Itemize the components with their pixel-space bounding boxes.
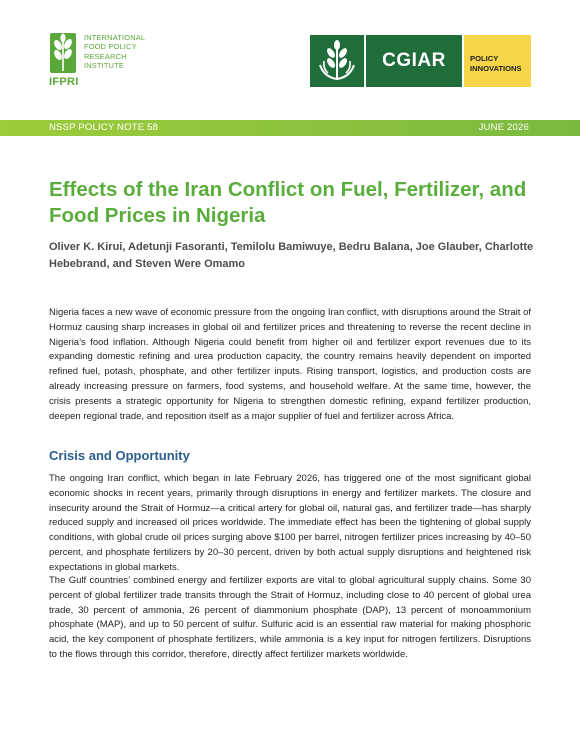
ifpri-wheat-icon [49,31,77,75]
policy-innovations-text [470,54,522,74]
cgiar-icon-tile [310,35,364,87]
intro-paragraph: Nigeria faces a new wave of economic pressure from the ongoing Iran conflict, with disruptions around the Strait of Hormuz causing sharp increases in global oil and fertilizer prices and threatening to reverse the recent decline in Nigeria’s food inflation. Although Nigeria could benefit from higher oil and fertilizer export revenues due to its expanding domestic refining and urea production capacity, the country remains heavily dependent on imported refined fuel, potash, phosphate, and other fertilizer inputs. Rising transport, logistics, and production costs are already increasing pressure on farmers, food systems, and household welfare. At the same time, however, the crisis presents a strategic opportunity for Nigeria to strengthen domestic refining, expand fertilizer production, deepen regional trade, and reposition itself as a major supplier of fuel and fertilizer across Africa. [49,307,531,422]
ifpri-logo [49,31,169,89]
series-band [0,120,580,136]
ifpri-full-name [84,33,145,70]
series-label: NSSP POLICY NOTE 58 [49,122,159,133]
section-heading: Crisis and Opportunity [49,448,190,463]
policy-innovations-badge [464,35,531,87]
policy-innovations-line: POLICY [470,54,499,63]
ifpri-name-line: FOOD POLICY [84,42,137,52]
ifpri-abbreviation: IFPRI [49,76,79,88]
cgiar-wordmark: CGIAR [366,35,462,87]
author-list: Oliver K. Kirui, Adetunji Fasoranti, Temilolu Bamiwuye, Bedru Balana, Joe Glauber, Charlotte Hebebrand, and Steven Were Omamo [49,241,534,270]
cgiar-wheat-icon [310,35,364,87]
ifpri-name-line: INTERNATIONAL [84,33,146,42]
ifpri-name-line: RESEARCH [84,51,127,61]
ifpri-name-line: INSTITUTE [84,60,124,70]
cgiar-logo-block [310,35,531,87]
body-paragraph: The Gulf countries’ combined energy and fertilizer exports are vital to global agricultural supply chains. Some 30 percent of global fertilizer trade transits through the Strait of Hormuz, including close to 40 percent of global urea trade, 30 percent of ammonia, 26 percent of diammonium phosphate (DAP), 13 percent of monoammonium phosphate (MAP), and up to 50 percent of sulfur. Sulfuric acid is an essential raw material for making phosphoric acid, the key component of phosphate fertilizers, while ammonia is a key input for nitrogen fertilizers. Disruptions to the flows through this corridor, therefore, directly affect fertilizer markets worldwide. [49,575,531,660]
body-paragraph: The ongoing Iran conflict, which began in late February 2026, has triggered one of the most significant global economic shocks in recent years, primarily through disruptions in energy and fertilizer markets. The closure and insecurity around the Strait of Hormuz—a critical artery for global oil, natural gas, and fertilizer trade—has sharply reduced supply and increased oil prices worldwide. The immediate effect has been the tightening of global supply conditions, with global crude oil prices surging above $100 per barrel, nitrogen fertilizer prices increasing by 40–50 percent, and phosphate fertilizers by 20–30 percent, driven by both actual supply disruptions and heightened risk expectations in global markets. [49,473,531,573]
publication-date: JUNE 2026 [478,122,529,133]
policy-innovations-line: INNOVATIONS [470,64,522,73]
document-title: Effects of the Iran Conflict on Fuel, Fertilizer, and Food Prices in Nigeria [49,178,527,227]
